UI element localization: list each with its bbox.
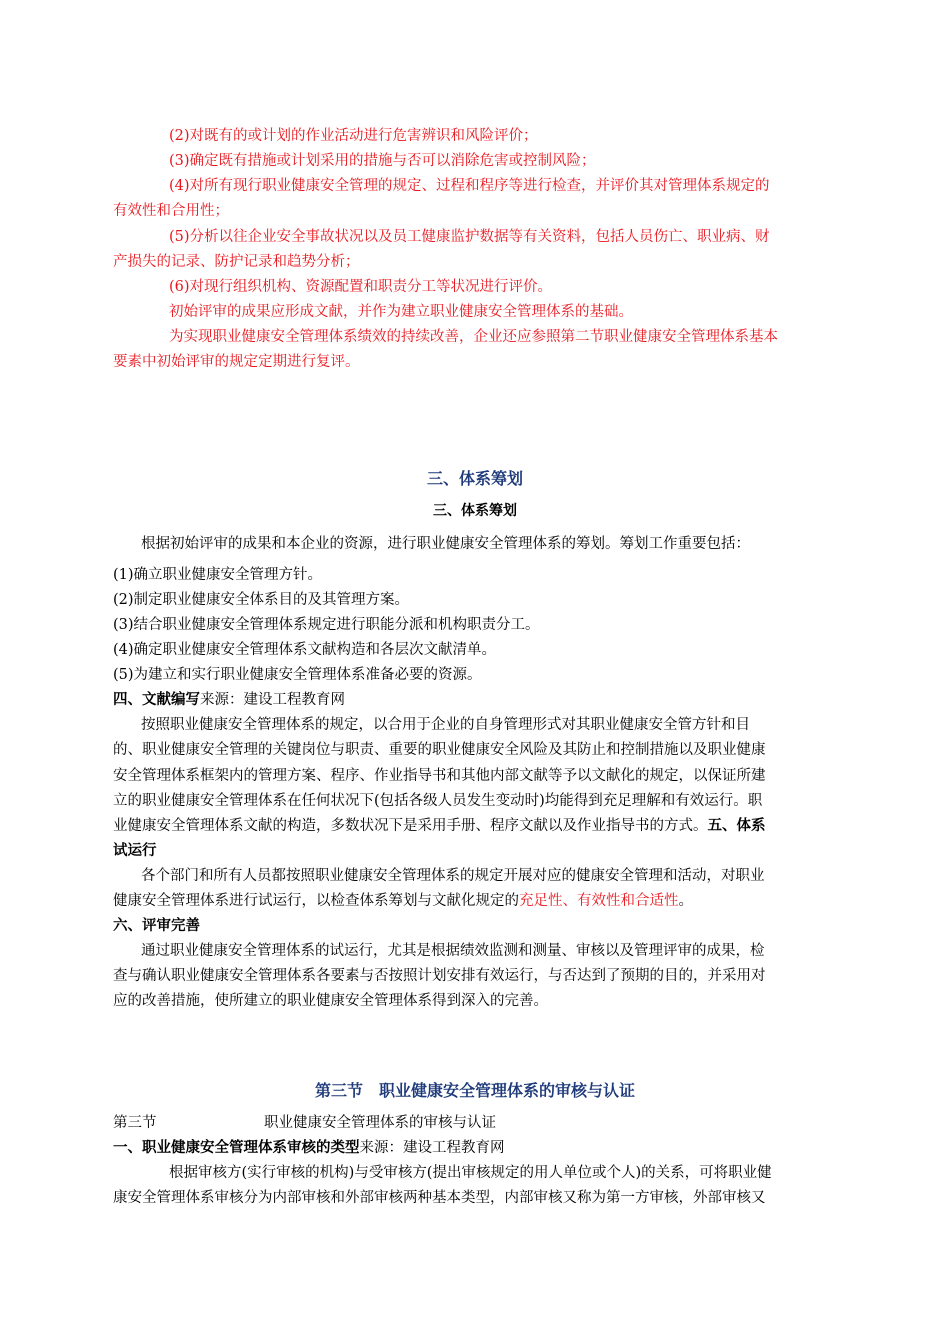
paragraph-text: 业健康安全管理体系文献的构造，多数状况下是采用手册、程序文献以及作业指导书的方式。 [113, 818, 708, 834]
paragraph-line: 根据审核方(实行审核的机构)与受审核方(提出审核规定的用人单位或个人)的关系，可将职业健 [169, 1165, 772, 1181]
list-item: (5)为建立和实行职业健康安全管理体系准备必要的资源。 [113, 667, 482, 683]
section-heading: 三、体系筹划 [426, 469, 523, 488]
paragraph-line: 通过职业健康安全管理体系的试运行，尤其是根据绩效监测和测量、审核以及管理评审的成果，检 [141, 943, 765, 959]
list-item: (3)结合职业健康安全管理体系规定进行职能分派和机构职责分工。 [113, 617, 540, 633]
paragraph-line: 应的改善措施，使所建立的职业健康安全管理体系得到深入的完善。 [113, 993, 548, 1009]
paragraph-line: 各个部门和所有人员都按照职业健康安全管理体系的规定开展对应的健康安全管理和活动，对职业 [141, 868, 765, 884]
section-title-line [113, 690, 345, 710]
paragraph-line: 立的职业健康安全管理体系在任何状况下(包括各级人员发生变动时)均能得到充足理解和有效运行。职 [113, 793, 763, 809]
paragraph-line: 安全管理体系框架内的管理方案、程序、作业指导书和其他内部文献等予以文献化的规定，以保证所建 [113, 768, 766, 784]
paragraph-text: 健康安全管理体系进行试运行，以检查体系筹划与文献化规定的 [113, 893, 519, 909]
highlight-text: 充足性、有效性和合适性 [519, 893, 679, 909]
section-title-line [113, 1138, 505, 1158]
red-paragraph-line: 要素中初始评审的规定定期进行复评。 [113, 354, 360, 370]
red-paragraph-line: (2)对既有的或计划的作业活动进行危害辨识和风险评价； [169, 128, 538, 144]
section-title: 六、评审完善 [113, 918, 200, 934]
paragraph-line [113, 891, 693, 911]
list-item: (4)确定职业健康安全管理体系文献构造和各层次文献清单。 [113, 642, 497, 658]
paragraph-line: 按照职业健康安全管理体系的规定，以合用于企业的自身管理形式对其职业健康安全管方针和目 [141, 717, 750, 733]
paragraph-line: 的、职业健康安全管理的关键岗位与职责、重要的职业健康安全风险及其防止和控制措施以及职业健康 [113, 742, 766, 758]
source-note: 来源：建设工程教育网 [359, 1140, 505, 1156]
section-title: 一、职业健康安全管理体系审核的类型 [113, 1140, 360, 1156]
red-paragraph-line: (6)对现行组织机构、资源配置和职责分工等状况进行评价。 [169, 279, 553, 295]
red-paragraph-line: (4)对所有现行职业健康安全管理的规定、过程和程序等进行检查，并评价其对管理体系规定的 [169, 178, 770, 194]
chapter-sub-left: 第三节 [113, 1115, 157, 1131]
paragraph-line: 查与确认职业健康安全管理体系各要素与否按照计划安排有效运行，与否达到了预期的目的，并采用对 [113, 968, 766, 984]
red-paragraph-line: (5)分析以往企业安全事故状况以及员工健康监护数据等有关资料，包括人员伤亡、职业病、财 [169, 229, 770, 245]
paragraph-line: 根据初始评审的成果和本企业的资源，进行职业健康安全管理体系的筹划。筹划工作重要包括： [141, 536, 750, 552]
section-subheading: 三、体系筹划 [433, 503, 517, 519]
section-title: 四、文献编写 [113, 692, 200, 708]
section-title: 试运行 [113, 843, 157, 859]
chapter-heading: 第三节 职业健康安全管理体系的审核与认证 [314, 1081, 635, 1100]
section-title: 五、体系 [707, 818, 766, 834]
paragraph-line: 康安全管理体系审核分为内部审核和外部审核两种基本类型，内部审核又称为第一方审核，外部审核又 [113, 1190, 766, 1206]
red-paragraph-line: (3)确定既有措施或计划采用的措施与否可以消除危害或控制风险； [169, 153, 596, 169]
paragraph-line [113, 816, 766, 836]
list-item: (2)制定职业健康安全体系目的及其管理方案。 [113, 592, 410, 608]
red-paragraph-line: 产损失的记录、防护记录和趋势分析； [113, 254, 360, 270]
chapter-sub-right: 职业健康安全管理体系的审核与认证 [264, 1115, 496, 1131]
red-paragraph-line: 初始评审的成果应形成文献，并作为建立职业健康安全管理体系的基础。 [169, 304, 633, 320]
source-note: 来源：建设工程教育网 [200, 692, 345, 708]
red-paragraph-line: 有效性和合用性； [113, 203, 229, 219]
list-item: (1)确立职业健康安全管理方针。 [113, 567, 323, 583]
red-paragraph-line: 为实现职业健康安全管理体系绩效的持续改善，企业还应参照第二节职业健康安全管理体系基本 [169, 329, 778, 345]
paragraph-text: 。 [678, 893, 693, 909]
